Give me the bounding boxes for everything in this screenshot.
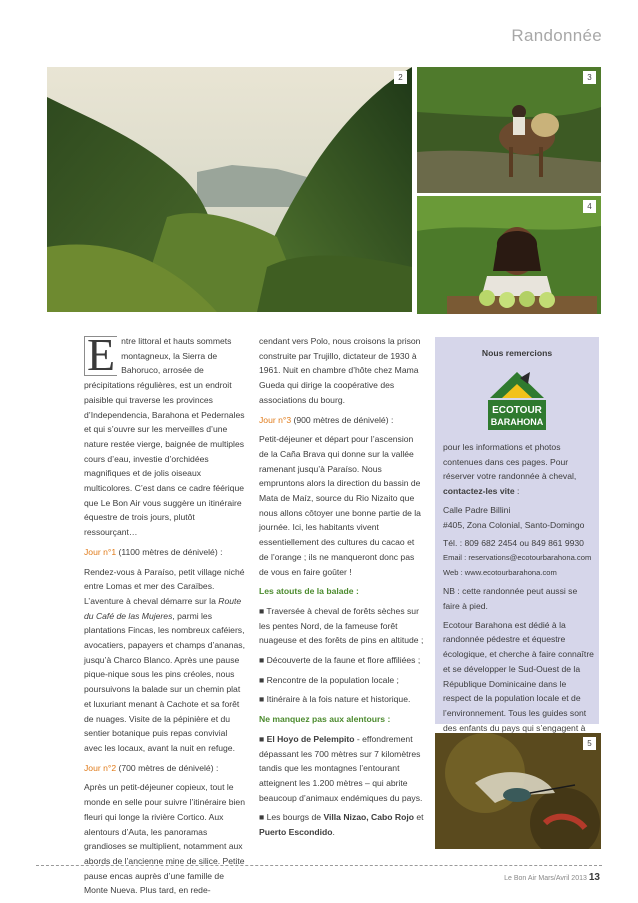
column-2 bbox=[259, 334, 424, 845]
day1-heading: Jour n°1 (1100 mètres de dénivelé) : bbox=[84, 546, 223, 557]
dropcap: E bbox=[84, 336, 117, 376]
day2-text: Après un petit-déjeuner copieux, tout le monde en selle pour suivre l’itinéraire bien fleuri qui longe la rivière Cortico. Aux alentours d’Auta, les panoramas grandioses se multiplient, notamment aux abords de l’ancienne mine de silice. Petite pause encas auprès d’une famille de Monte Nueva. Plus tard, en rede- bbox=[84, 782, 245, 896]
section-title: Randonnée bbox=[511, 26, 602, 45]
atout-item: ■ Rencontre de la population locale ; bbox=[259, 674, 399, 685]
atout-item: ■ Traversée à cheval de forêts sèches sur les pentes Nord, de la fameuse forêt nuageuse et des forêts de pins en altitude ; bbox=[259, 605, 424, 646]
ecotour-logo-icon bbox=[482, 368, 552, 436]
svg-text:BARAHONA: BARAHONA bbox=[490, 417, 544, 427]
atout-item: ■ Découverte de la faune et flore affiliées ; bbox=[259, 655, 421, 666]
hummingbird-photo bbox=[435, 733, 601, 849]
nearby-item-hoyo: ■ El Hoyo de Pelempito - effondrement dépassant les 700 mètres sur 7 kilomètres tandis que les montagnes l’entourant atteignent les 1.200 mètres – qui abrite beaucoup d’animaux endémiques du pays. bbox=[259, 733, 423, 803]
ne-manquez-heading: Ne manquez pas aux alentours : bbox=[259, 714, 391, 725]
day3-heading: Jour n°3 (900 mètres de dénivelé) : bbox=[259, 414, 394, 425]
page-number: 13 bbox=[588, 872, 600, 883]
atout-item: ■ Itinéraire à la fois nature et historique. bbox=[259, 694, 411, 705]
photo-number-3: 3 bbox=[583, 71, 596, 84]
footer-magazine: Le Bon Air Mars/Avril 2013 bbox=[504, 875, 587, 882]
footer-divider bbox=[36, 865, 602, 866]
atouts-heading: Les atouts de la balade : bbox=[259, 586, 359, 597]
girl-image bbox=[417, 196, 601, 314]
day3-text: Petit-déjeuner et départ pour l’ascension de la Caña Brava qui donne sur la vallée ramenant jusqu’à Paraíso. Nous empruntons alors la direction du bassin de Mata de Maíz, source du Rio Nizaito que nous allons côtoyer une bonne partie de la journée. Ici, les habitants vivent essentiellement des cultures du cacao et de l’orange ; ils ne manqueront donc pas de vous en faire goûter ! bbox=[259, 434, 421, 577]
girl-with-fruit-photo bbox=[417, 196, 601, 314]
hummingbird-image bbox=[435, 733, 601, 849]
thanks-box bbox=[435, 337, 599, 733]
box-tel: Tél. : 809 682 2454 ou 849 861 9930 bbox=[443, 538, 584, 549]
box-web[interactable]: Web : www.ecotourbarahona.com bbox=[443, 567, 557, 577]
mule-image bbox=[417, 67, 601, 193]
box-address-2: #405, Zona Colonial, Santo-Domingo bbox=[443, 519, 585, 530]
box-text bbox=[435, 440, 599, 779]
svg-text:ECOTOUR: ECOTOUR bbox=[492, 405, 542, 416]
mule-rider-photo bbox=[417, 67, 601, 193]
box-title: Nous remercions bbox=[481, 348, 553, 358]
intro-paragraph: E ntre littoral et hauts sommets montagneux, la Sierra de Bahoruco, arrosée de précipitations régulières, est un endroit paisible qui traverse les provinces d’Independencia, Barahona et Pedernales et qui s’ouvre sur les merveilles d’une nature restée vierge, baignée de multiples cours d’eau, investie d’orchidées magnifiques et de jolis oiseaux multicolores. C’est dans ce cadre féérique que Le Bon Air vous suggère un itinéraire équestre de trois jours, plutôt ressourçant… bbox=[84, 329, 245, 538]
box-about: Ecotour Barahona est dédié à la randonnée pédestre et équestre écologique, et cherche à faire connaître et se développer le Sud-Ouest de la République Dominicaine dans le respect de la population locale et de l’environnement. Tous les guides sont des enfants du pays qui s’engagent à bbox=[443, 619, 594, 733]
photo-number-5: 5 bbox=[583, 737, 596, 750]
box-thanks: pour les informations et photos contenues dans ces pages. Pour réserver votre randonnée à cheval, contactez-les vite : bbox=[443, 442, 577, 497]
ecotour-logo bbox=[482, 368, 552, 436]
box-address-1: Calle Padre Billini bbox=[443, 504, 511, 515]
nearby-item-bourgs: ■ Les bourgs de Villa Nizao, Cabo Rojo et Puerto Escondido. bbox=[259, 812, 424, 838]
valley-image bbox=[47, 67, 412, 312]
photo-number-2: 2 bbox=[394, 71, 407, 84]
column-1 bbox=[84, 329, 246, 903]
day1-text: Rendez-vous à Paraíso, petit village niché entre Lomas et mer des Caraïbes. L’aventure à cheval démarre sur la Route du Café de las Mujeres, parmi les plantations Fincas, les nombreux caféiers, avocatiers, papayers et champs d’ananas, jusqu’à Charco Blanco. Après une pause pique-nique sous les pins créoles, nous poursuivons la balade sur un chemin plat et luxuriant menant à Cachote et sa forêt de nuages. Visite de la pépinière et du sentier botanique puis repas convivial avec les locaux, avant la nuit en refuge. bbox=[84, 566, 245, 753]
valley-photo bbox=[47, 67, 412, 312]
footer bbox=[504, 872, 600, 883]
box-nb: NB : cette randonnée peut aussi se faire à pied. bbox=[443, 586, 578, 612]
day2-continued-text: cendant vers Polo, nous croisons la prison construite par Trujillo, dictateur de 1930 à 1961. Nuit en chambre d’hôte chez Mama Gueda qui dirige la coopérative des associations du bourg. bbox=[259, 336, 421, 405]
day2-heading: Jour n°2 (700 mètres de dénivelé) : bbox=[84, 762, 219, 773]
photo-number-4: 4 bbox=[583, 200, 596, 213]
box-email[interactable]: Email : reservations@ecotourbarahona.com bbox=[443, 552, 592, 562]
